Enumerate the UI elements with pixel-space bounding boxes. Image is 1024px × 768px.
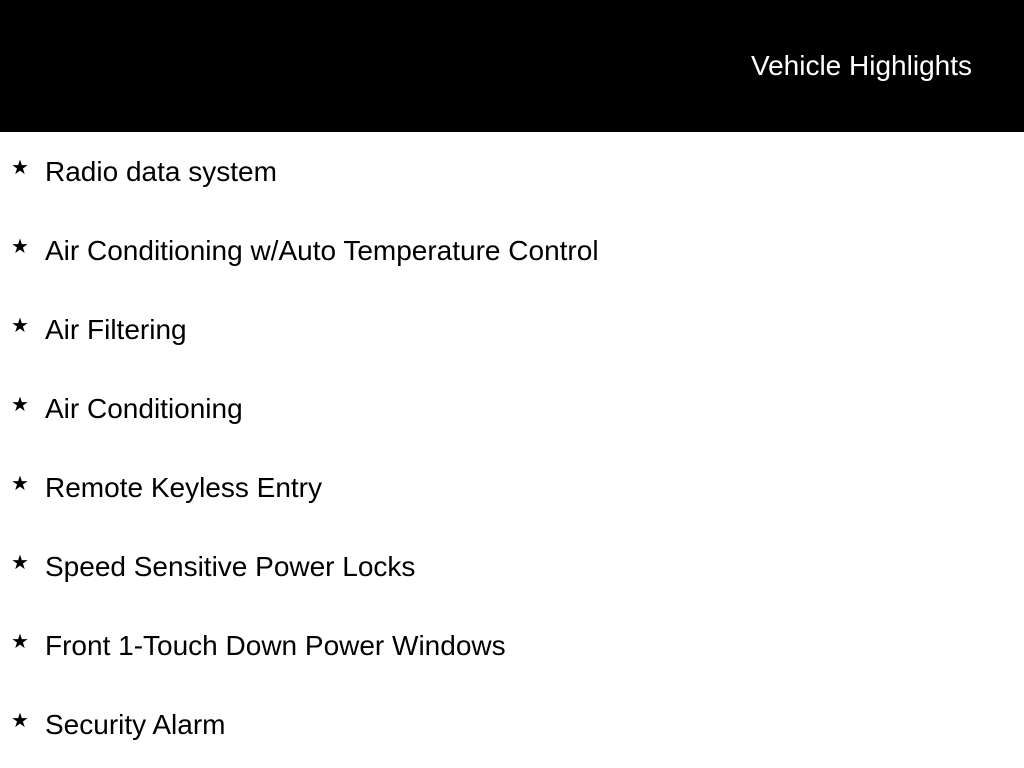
star-icon: ★ bbox=[11, 473, 29, 495]
list-item bbox=[0, 211, 1024, 290]
star-icon: ★ bbox=[11, 394, 29, 416]
feature-label: Speed Sensitive Power Locks bbox=[45, 551, 416, 582]
star-icon: ★ bbox=[11, 315, 29, 337]
star-icon: ★ bbox=[11, 157, 29, 179]
header-bar bbox=[0, 0, 1024, 132]
star-icon: ★ bbox=[11, 552, 29, 574]
feature-label: Air Filtering bbox=[45, 314, 187, 345]
feature-label: Air Conditioning bbox=[45, 393, 243, 424]
list-item bbox=[0, 527, 1024, 606]
feature-label: Radio data system bbox=[45, 156, 277, 187]
vehicle-highlights-list bbox=[0, 132, 1024, 764]
feature-label: Front 1-Touch Down Power Windows bbox=[45, 630, 506, 661]
feature-label: Air Conditioning w/Auto Temperature Control bbox=[45, 235, 599, 266]
list-item bbox=[0, 369, 1024, 448]
list-item bbox=[0, 448, 1024, 527]
star-icon: ★ bbox=[11, 236, 29, 258]
list-item bbox=[0, 290, 1024, 369]
feature-label: Remote Keyless Entry bbox=[45, 472, 322, 503]
list-item bbox=[0, 606, 1024, 685]
star-icon: ★ bbox=[11, 710, 29, 732]
feature-label: Security Alarm bbox=[45, 709, 226, 740]
star-icon: ★ bbox=[11, 631, 29, 653]
page-title: Vehicle Highlights bbox=[750, 50, 972, 81]
list-item bbox=[0, 132, 1024, 211]
list-item bbox=[0, 685, 1024, 764]
